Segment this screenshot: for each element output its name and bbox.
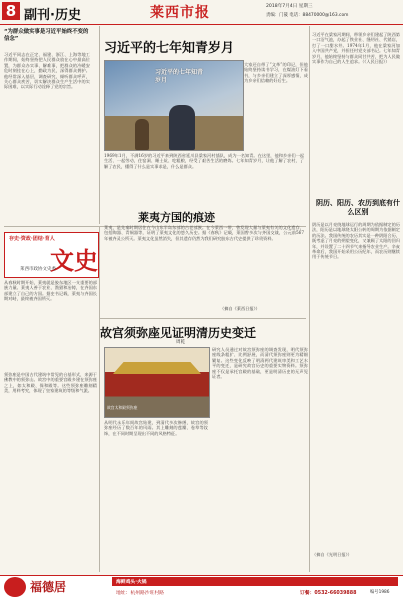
gugong-author: 周乾 bbox=[176, 340, 186, 345]
column-divider bbox=[309, 26, 310, 572]
ad-address: 地址：杭州路沙旺村路 bbox=[116, 591, 164, 596]
page-number: 8 bbox=[2, 2, 20, 20]
ad-logo-icon bbox=[4, 577, 26, 597]
gugong-body-mid: 从明代永乐年间故宫始建，到清代多次修缮，故宫的须弥座经历了数百年的风雨。其上雕刻的莲瓣、卷草等纹饰，在不同时期呈现出不同的风格特征。 bbox=[104, 420, 208, 436]
photo-banner-text: 习近平的七年知青岁月 bbox=[155, 69, 204, 84]
ad-number: 编号1986 bbox=[370, 590, 390, 595]
main-photo bbox=[104, 60, 244, 151]
yinli-source: （摘自《光明日报》） bbox=[312, 552, 352, 557]
gugong-headline: 故宫须弥座见证明清历史变迁 bbox=[100, 326, 257, 340]
side-headline: “为群众做实事是习近平始终不变的信念” bbox=[4, 29, 89, 42]
gugong-body-right: 研究人员通过对故宫须弥座的调查发现，明代须弥座线条粗犷、比例舒展，而清代须弥座则更为精细繁复。这些变化反映了明清两代建筑审美和工艺水平的变迁，是研究故宫历史的重要实物资料。须弥座不仅是承托宫殿的基础，更是明清历史的无声见证者。 bbox=[212, 347, 308, 380]
main-side-text: 大家还自带了“文革”的印记，但他始终坚持读书学习，在煤油灯下看书，与乡亲们建立了深厚感情，成为乡亲们信赖的好后生。 bbox=[244, 62, 308, 84]
history-title: 文史 bbox=[50, 246, 98, 275]
paper-logo: 莱西市报 bbox=[150, 5, 210, 21]
photo-figure bbox=[169, 105, 195, 150]
laiyi-headline: 莱夷方国的痕迹 bbox=[138, 211, 215, 224]
main-headline: 习近平的七年知青岁月 bbox=[104, 41, 235, 56]
ad-band bbox=[112, 577, 398, 586]
column-divider bbox=[99, 26, 100, 224]
gugong-body-left: 须弥座是中国古代建筑中常见的台基形式，来源于佛教中的须弥山。故宫中的重要宫殿多建在须弥座之上，如太和殿、保和殿等。这些须弥座雕刻精美，用料考究，体现了皇家建筑的等级和气派。 bbox=[4, 372, 97, 394]
history-kicker: 存史·资政·团结·育人 bbox=[9, 236, 55, 242]
ad-tagline: 海鲜鸡头·火锅 bbox=[116, 580, 147, 585]
yinli-body: 阴历是以月亮绕地球运行的周期为依据制定的历法，阳历是以地球绕太阳公转的周期为依据制定的历法。我国传统的农历其实是一种阴阳合历，既考虑了月亮的朔望变化，又兼顾了太阳的回归年，并设置了二十四节气来指导农业生产。辛亥革命后，我国开始采用公历纪年，而农历则继续用于传统节日。 bbox=[312, 222, 400, 260]
ad-brand: 福德居 bbox=[30, 580, 67, 594]
side-article-body: 习近平同志在正定、福建、浙江、上海等地工作期间，始终坚持把人民群众放在心中最高位置，为群众办实事、解难事，把群众的冷暖安危时刻挂在心上，勤政为民，深得群众拥护。他经常深入基层，调查研究，倾听群众呼声，关心群众疾苦，切实解决群众生产生活中的实际困难，以实际行动诠释了党的宗旨。 bbox=[4, 52, 90, 90]
yinli-headline: 阴历、阳历、农历到底有什么区别 bbox=[316, 199, 400, 216]
section-title: 副刊·历史 bbox=[24, 8, 81, 23]
ad-phone: 订餐：0532-66039888 bbox=[300, 591, 357, 596]
right-column-text: 习近平在梁家河期间，带领乡亲们建起了陕西第一口沼气池，办起了铁业社、缝纫社、代销店，打了一口甜水井。1974年1月，他在梁家河加入中国共产党，并担任村党支部书记。七年知青岁月，他始终坚持与群众同甘共苦，把为人民做实事作为自己的人生追求。（《人民日报》） bbox=[312, 32, 400, 65]
history-body: 从春秋时期开始，莱夷就是胶东地区一支重要的部族力量。莱夷人善于农业、渔猎和冶铸，在齐国东部建立了自己的方国。据史书记载，莱夷与齐国长期对峙，最终被齐国所灭。 bbox=[4, 280, 97, 302]
gugong-photo bbox=[104, 347, 210, 418]
section-divider bbox=[100, 318, 306, 319]
main-article-body: 1969年1月，不满16岁的习近平来到陕西省延川县梁家河村插队，成为一名知青。在这里，他和乡亲们一起生活、一起劳动，住窑洞、睡土炕、吃粗粮，经受了艰苦生活的磨炼。七年知青岁月，让他了解了农村，了解了农民，懂得了什么是实事求是，什么是群众。 bbox=[104, 153, 304, 169]
history-subtitle: 莱西市政协文史委 bbox=[20, 267, 56, 272]
dateline: 2018年7月4日 星期三 bbox=[266, 4, 313, 9]
photo-caption: 故宫太和殿须弥座 bbox=[107, 405, 138, 410]
laiyi-body: 莱夷，是先秦时期居住在今山东半岛东部的古老部族。在今莱西一带，曾发现大量与莱夷有关的文化遗存，包括陶器、青铜器等，证明了莱夷文化的悠久历史。据《春秋》记载，莱国曾多次与齐国交战，公元前567年被齐灵公所灭。莱夷文化虽然消失，但其遗存仍然为我们研究胶东古代史提供了珍贵资料。 bbox=[104, 225, 304, 241]
photo-roof bbox=[113, 362, 201, 374]
editor-info: 责编：门筱 电话：88470000@163.com bbox=[266, 13, 349, 18]
photo-figure bbox=[135, 119, 149, 150]
column-divider bbox=[99, 226, 100, 572]
laiyi-source: （摘自《莱西日报》） bbox=[220, 306, 260, 311]
